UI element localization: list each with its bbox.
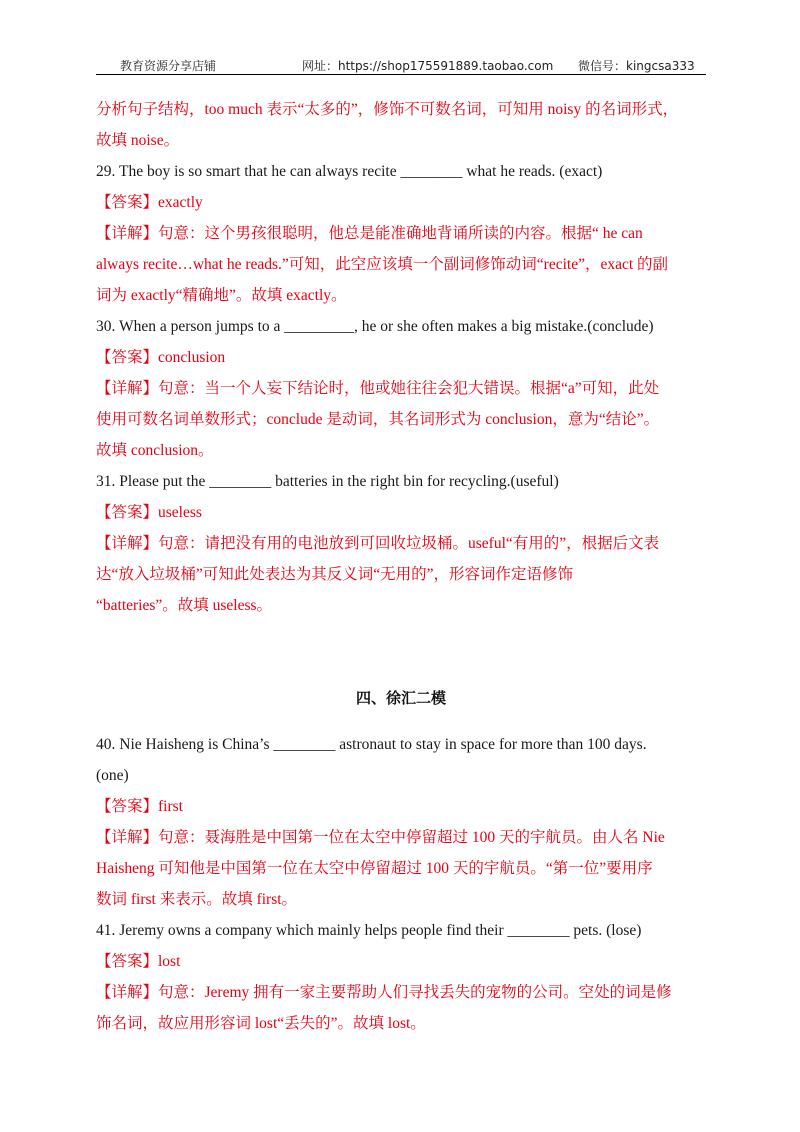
- question-30: 30. When a person jumps to a _________, he or she often makes a big mistake.(conclude): [96, 318, 654, 335]
- detail-29-line: 词为 exactly“精确地”。故填 exactly。: [96, 287, 347, 304]
- detail-31-line: 【详解】句意：请把没有用的电池放到可回收垃圾桶。useful“有用的”，根据后文表: [96, 535, 660, 552]
- answer-31: 【答案】useless: [96, 504, 202, 521]
- question-29: 29. The boy is so smart that he can always recite ________ what he reads. (exact): [96, 163, 603, 180]
- question-40: 40. Nie Haisheng is China’s ________ astronaut to stay in space for more than 100 days.: [96, 736, 647, 753]
- shop-name: 教育资源分享店铺: [120, 59, 217, 73]
- question-40-hint: (one): [96, 767, 129, 784]
- intro-line: 故填 noise。: [96, 132, 180, 149]
- answer-40: 【答案】first: [96, 798, 183, 815]
- document-body: [96, 94, 706, 1039]
- question-31: 31. Please put the ________ batteries in the right bin for recycling.(useful): [96, 473, 559, 490]
- detail-29-line: 【详解】句意：这个男孩很聪明，他总是能准确地背诵所读的内容。根据“ he can: [96, 225, 643, 242]
- header-divider: [96, 74, 706, 75]
- detail-40-line: 数词 first 来表示。故填 first。: [96, 891, 298, 908]
- detail-29-line: always recite…what he reads.”可知，此空应该填一个副词修饰动词“recite”，exact 的副: [96, 256, 669, 273]
- detail-31-line: “batteries”。故填 useless。: [96, 597, 273, 614]
- page-header: [96, 57, 706, 73]
- detail-30-line: 使用可数名词单数形式；conclude 是动词，其名词形式为 conclusion，意为“结论”。: [96, 411, 660, 428]
- intro-line: 分析句子结构，too much 表示“太多的”，修饰不可数名词，可知用 noisy 的名词形式，: [96, 101, 679, 118]
- detail-40-line: 【详解】句意：聂海胜是中国第一位在太空中停留超过 100 天的宇航员。由人名 Nie: [96, 829, 665, 846]
- section-heading: 四、徐汇二模: [355, 689, 446, 707]
- detail-41-line: 饰名词，故应用形容词 lost“丢失的”。故填 lost。: [96, 1015, 426, 1032]
- answer-30: 【答案】conclusion: [96, 349, 226, 366]
- detail-31-line: 达“放入垃圾桶”可知此处表达为其反义词“无用的”，形容词作定语修饰: [96, 566, 574, 583]
- detail-30-line: 【详解】句意：当一个人妄下结论时，他或她往往会犯大错误。根据“a”可知，此处: [96, 380, 660, 397]
- answer-29: 【答案】exactly: [96, 194, 203, 211]
- detail-41-line: 【详解】句意：Jeremy 拥有一家主要帮助人们寻找丢失的宠物的公司。空处的词是修: [96, 984, 672, 1001]
- answer-41: 【答案】lost: [96, 953, 181, 970]
- detail-40-line: Haisheng 可知他是中国第一位在太空中停留超过 100 天的宇航员。“第一位”要用序: [96, 860, 653, 877]
- question-41: 41. Jeremy owns a company which mainly helps people find their ________ pets. (lose): [96, 922, 642, 939]
- shop-url: 网址：https://shop175591889.taobao.com: [302, 59, 554, 73]
- wechat-id: 微信号：kingcsa333: [578, 59, 695, 73]
- detail-30-line: 故填 conclusion。: [96, 442, 214, 459]
